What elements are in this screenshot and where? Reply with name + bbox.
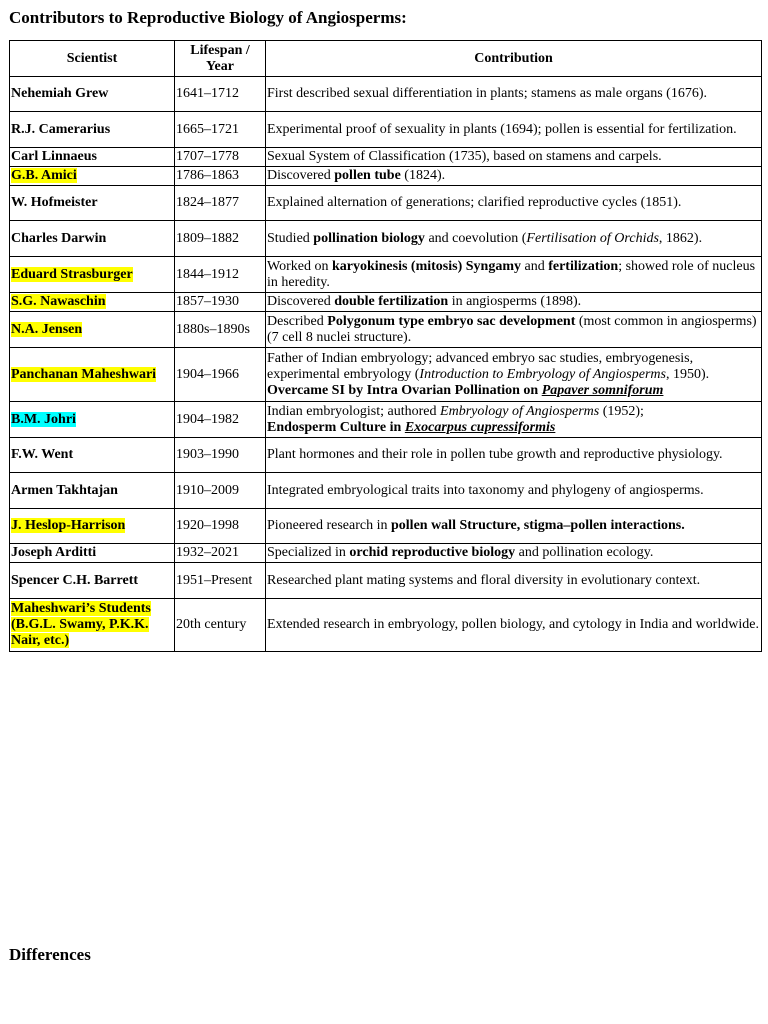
contribution-text: First described sexual differentiation in plants; stamens as male organs (1676). [267, 86, 707, 101]
contribution-bold-text: Endosperm Culture in [267, 419, 405, 435]
contribution-text: Discovered [267, 168, 335, 183]
page-title: Contributors to Reproductive Biology of Angiosperms: [9, 8, 407, 27]
contribution-text: , 1950). [665, 366, 710, 382]
scientist-name: F.W. Went [10, 438, 175, 473]
table-row [10, 544, 762, 563]
table-row [10, 312, 762, 348]
contribution-text: Worked on [267, 258, 332, 274]
contribution-text: Extended research in embryology, pollen biology, and cytology in India and worldwide. [267, 617, 759, 632]
contribution-bold-italic-underlined-text: Exocarpus cupressiformis [404, 419, 556, 435]
contribution-cell [266, 77, 762, 112]
lifespan-cell: 1904–1982 [175, 402, 266, 438]
contribution-bold-text: Polygonum type embryo sac development [327, 313, 576, 329]
header-lifespan-line2: Year [206, 58, 234, 74]
lifespan-cell: 1932–2021 [175, 544, 266, 563]
scientist-name [10, 599, 175, 652]
scientist-name [10, 293, 175, 312]
table-row [10, 348, 762, 402]
contribution-text: Discovered [267, 294, 335, 309]
table-row [10, 438, 762, 473]
contribution-cell [266, 348, 762, 402]
scientist-name: Carl Linnaeus [10, 148, 175, 167]
contribution-cell [266, 563, 762, 599]
contribution-text: Explained alternation of generations; clarified reproductive cycles (1851). [267, 195, 682, 210]
contribution-cell [266, 312, 762, 348]
contribution-cell [266, 473, 762, 509]
contribution-cell [266, 544, 762, 563]
scientist-name [10, 509, 175, 544]
contribution-text: Integrated embryological traits into taxonomy and phylogeny of angiosperms. [267, 482, 704, 498]
table-row [10, 112, 762, 148]
contribution-cell [266, 509, 762, 544]
header-lifespan [175, 41, 266, 77]
contribution-text: and pollination ecology. [515, 545, 654, 560]
contribution-bold-italic-underlined-text: Papaver somniforum [541, 382, 664, 398]
table-row [10, 509, 762, 544]
scientist-name: Charles Darwin [10, 221, 175, 257]
scientist-name [10, 257, 175, 293]
contribution-text: and coevolution ( [424, 230, 527, 246]
highlighted-name: N.A. Jensen [11, 321, 83, 337]
contribution-bold-text: double fertilization [334, 294, 449, 309]
contribution-cell [266, 167, 762, 186]
contribution-cell [266, 293, 762, 312]
lifespan-cell: 1786–1863 [175, 167, 266, 186]
table-row [10, 148, 762, 167]
contribution-text: Indian embryologist; authored [267, 403, 441, 419]
highlighted-name: B.M. Johri [11, 411, 76, 427]
contribution-text: Father of Indian embryology; advanced embryo sac studies, embryogenesis, experimental embryology ( [267, 350, 694, 382]
lifespan-cell: 20th century [175, 599, 266, 652]
lifespan-cell: 1920–1998 [175, 509, 266, 544]
header-lifespan-line1: Lifespan / [190, 42, 250, 58]
scientist-name: W. Hofmeister [10, 186, 175, 221]
highlighted-name: Eduard Strasburger [11, 266, 133, 282]
header-scientist: Scientist [10, 41, 175, 77]
table-row [10, 186, 762, 221]
scientist-name: R.J. Camerarius [10, 112, 175, 148]
section-heading: Differences [9, 945, 91, 964]
contribution-bold-text: karyokinesis (mitosis) Syngamy [331, 258, 521, 274]
contribution-text: Specialized in [267, 545, 350, 560]
contribution-text: Sexual System of Classification (1735), based on stamens and carpels. [267, 149, 662, 164]
scientist-name: Nehemiah Grew [10, 77, 175, 112]
lifespan-cell: 1903–1990 [175, 438, 266, 473]
header-contribution: Contribution [266, 41, 762, 77]
contribution-cell [266, 148, 762, 167]
table-row [10, 167, 762, 186]
scientist-name: Armen Takhtajan [10, 473, 175, 509]
contribution-cell [266, 402, 762, 438]
contribution-bold-text: pollen tube [334, 168, 401, 183]
table-header-row [10, 41, 762, 77]
table-row [10, 257, 762, 293]
table-row [10, 77, 762, 112]
scientist-name [10, 312, 175, 348]
lifespan-cell: 1910–2009 [175, 473, 266, 509]
scientist-name: Spencer C.H. Barrett [10, 563, 175, 599]
lifespan-cell: 1880s–1890s [175, 312, 266, 348]
contribution-text: (1824). [400, 168, 446, 183]
contribution-bold-text: pollen wall Structure, stigma–pollen interactions. [391, 518, 685, 533]
contribution-text: (1952); [599, 403, 644, 419]
contribution-text: ; showed role of nucleus in heredity. [267, 258, 756, 290]
contribution-text: in angiosperms (1898). [448, 294, 582, 309]
contribution-text: and [521, 258, 549, 274]
table-row [10, 473, 762, 509]
contribution-bold-text: Overcame SI by Intra Ovarian Pollination on [267, 382, 542, 398]
contribution-italic-text: Embryology of Angiosperms [440, 403, 600, 419]
scientist-name [10, 348, 175, 402]
table-row [10, 402, 762, 438]
highlighted-name: Panchanan Maheshwari [11, 366, 157, 382]
contribution-text: Studied [267, 230, 314, 246]
highlighted-name: Maheshwari’s Students (B.G.L. Swamy, P.K.K. Nair, etc.) [11, 601, 151, 648]
table-row [10, 599, 762, 652]
contribution-bold-text: pollination biology [313, 230, 425, 246]
table-row [10, 563, 762, 599]
lifespan-cell: 1809–1882 [175, 221, 266, 257]
contribution-cell [266, 257, 762, 293]
scientist-name [10, 167, 175, 186]
lifespan-cell: 1824–1877 [175, 186, 266, 221]
contribution-bold-text: fertilization [548, 258, 619, 274]
contribution-text: Plant hormones and their role in pollen tube growth and reproductive physiology. [267, 447, 723, 462]
contribution-cell [266, 112, 762, 148]
contribution-bold-text: orchid reproductive biology [349, 545, 516, 560]
lifespan-cell: 1857–1930 [175, 293, 266, 312]
contribution-text: , 1862). [658, 230, 703, 246]
contribution-italic-text: Introduction to Embryology of Angiosperms [419, 366, 666, 382]
contribution-cell [266, 599, 762, 652]
table-row [10, 293, 762, 312]
contribution-text: (most common in angiosperms) (7 cell 8 nuclei structure). [267, 313, 757, 345]
lifespan-cell: 1904–1966 [175, 348, 266, 402]
lifespan-cell: 1951–Present [175, 563, 266, 599]
scientist-name: Joseph Arditti [10, 544, 175, 563]
highlighted-name: J. Heslop-Harrison [11, 518, 126, 533]
contribution-text: Experimental proof of sexuality in plants (1694); pollen is essential for fertilization. [267, 121, 737, 137]
lifespan-cell: 1665–1721 [175, 112, 266, 148]
lifespan-cell: 1844–1912 [175, 257, 266, 293]
contribution-italic-text: Fertilisation of Orchids [526, 230, 659, 246]
contribution-cell [266, 186, 762, 221]
contribution-text: Described [267, 313, 328, 329]
lifespan-cell: 1707–1778 [175, 148, 266, 167]
table-row [10, 221, 762, 257]
contribution-cell [266, 438, 762, 473]
contribution-cell [266, 221, 762, 257]
contribution-text: Researched plant mating systems and floral diversity in evolutionary context. [267, 572, 701, 588]
scientist-name [10, 402, 175, 438]
highlighted-name: S.G. Nawaschin [11, 294, 106, 309]
contribution-text: Pioneered research in [267, 518, 391, 533]
contributors-table [9, 40, 762, 652]
lifespan-cell: 1641–1712 [175, 77, 266, 112]
highlighted-name: G.B. Amici [11, 168, 77, 183]
